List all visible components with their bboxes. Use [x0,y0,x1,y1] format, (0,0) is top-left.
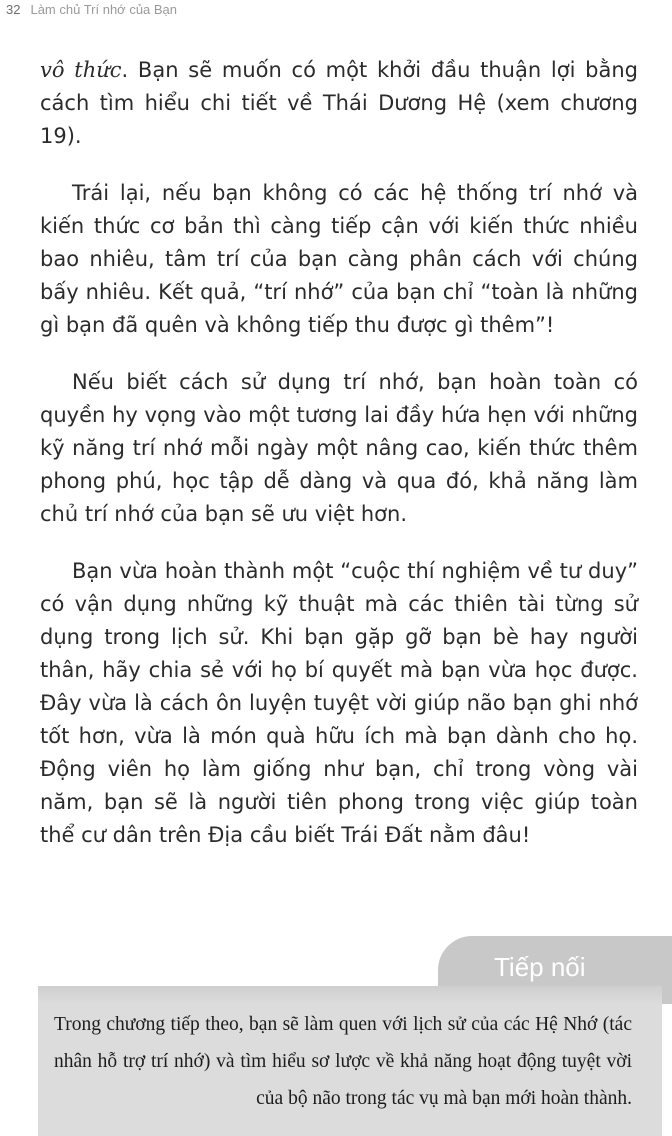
body-text [40,54,638,876]
paragraph-2: Trái lại, nếu bạn không có các hệ thống trí nhớ và kiến thức cơ bản thì càng tiếp cận với kiến thức nhiều bao nhiêu, tâm trí của bạn càng phân cách với chúng bấy nhiêu. Kết quả, “trí nhớ” của bạn chỉ “toàn là những gì bạn đã quên và không tiếp thu được gì thêm”! [40,181,638,337]
paragraph-3: Nếu biết cách sử dụng trí nhớ, bạn hoàn toàn có quyền hy vọng vào một tương lai đầy hứa hẹn với những kỹ năng trí nhớ mỗi ngày một nâng cao, kiến thức thêm phong phú, học tập dễ dàng và qua đó, khả năng làm chủ trí nhớ của bạn sẽ ưu việt hơn. [40,370,638,526]
paragraph-1 [40,54,638,153]
next-chapter-tab-label: Tiếp nối [494,952,586,982]
running-header [6,2,177,22]
paragraph-1-text: . Bạn sẽ muốn có một khởi đầu thuận lợi bằng cách tìm hiểu chi tiết về Thái Dương Hệ (xem chương 19). [40,58,639,148]
book-title: Làm chủ Trí nhớ của Bạn [30,2,178,17]
paragraph-4: Bạn vừa hoàn thành một “cuộc thí nghiệm về tư duy” có vận dụng những kỹ thuật mà các thiên tài từng sử dụng trong lịch sử. Khi bạn gặp gỡ bạn bè hay người thân, hãy chia sẻ với họ bí quyết mà bạn vừa học được. Đây vừa là cách ôn luyện tuyệt vời giúp não bạn ghi nhớ tốt hơn, vừa là món quà hữu ích mà bạn dành cho họ. Động viên họ làm giống như bạn, chỉ trong vòng vài năm, bạn sẽ là người tiên phong trong việc giúp toàn thể cư dân trên Địa cầu biết Trái Đất nằm đâu! [40,559,638,847]
next-chapter-text: Trong chương tiếp theo, bạn sẽ làm quen với lịch sử của các Hệ Nhớ (tác nhân hỗ trợ trí nhớ) và tìm hiểu sơ lược về khả năng hoạt động tuyệt vời của bộ não trong tác vụ mà bạn mới hoàn thành. [54,1014,632,1109]
next-chapter-box-shade [38,986,662,1004]
page-number: 32 [6,2,21,17]
italic-term: vô thức [40,58,122,82]
